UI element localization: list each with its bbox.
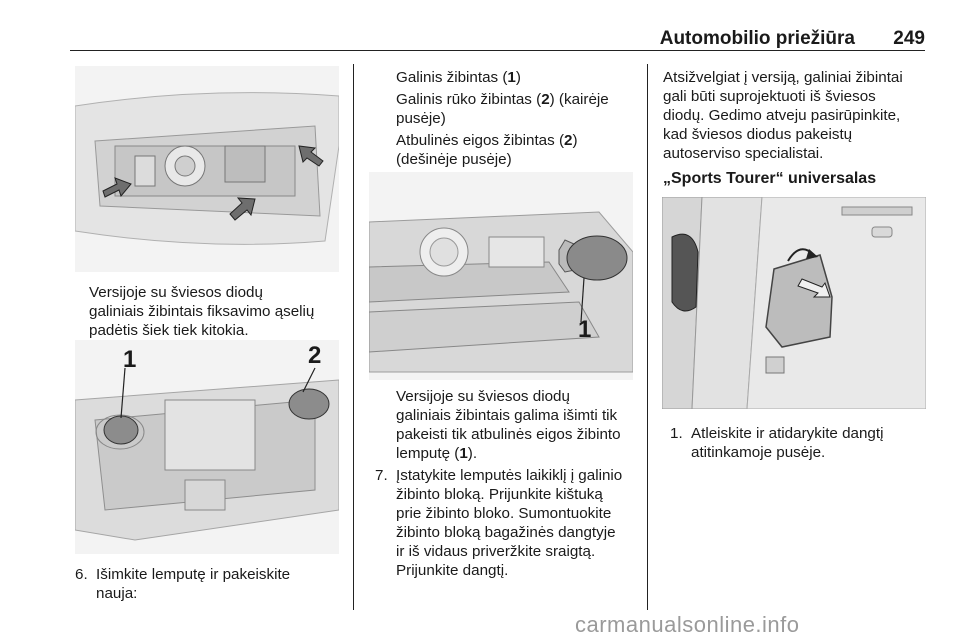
step-number: 7. <box>375 467 388 484</box>
reverse-bulb-illustration <box>369 172 633 380</box>
intro-line: diodų. Gedimo atveju pasirūpinkite, <box>663 107 901 124</box>
intro-line: gali būti suprojektuoti iš šviesos <box>663 88 876 105</box>
figure1-caption <box>89 283 351 340</box>
column-divider-1 <box>353 64 354 610</box>
intro-line: Atsižvelgiat į versiją, galiniai žibintai <box>663 69 903 86</box>
footer-watermark: carmanualsonline.info <box>575 612 800 637</box>
figure-bulb-holder <box>75 340 339 554</box>
item-ref: 2 <box>541 91 550 108</box>
step-line: ir iš vidaus priveržkite sraigtą. <box>396 543 596 560</box>
step-line: prie žibinto bloko. Sumontuokite <box>396 505 612 522</box>
header-title: Automobilio priežiūra <box>659 28 855 49</box>
note-ref: 1 <box>459 445 468 462</box>
caption-line: Versijoje su šviesos diodų <box>89 284 263 301</box>
step-line: žibinto bloką. Prijunkite kištuką <box>396 486 603 503</box>
item-text: Galinis žibintas ( <box>396 69 508 86</box>
caption-line: padėtis šiek tiek kitokia. <box>89 322 249 339</box>
item-tail-light <box>396 68 636 87</box>
bulb-holder-illustration <box>75 340 339 554</box>
intro-paragraph <box>663 68 933 163</box>
intro-line: kad šviesos diodus pakeistų <box>663 126 853 143</box>
item-text: ) <box>572 132 578 149</box>
step-line: nauja: <box>96 585 138 602</box>
item-text: (dešinėje pusėje) <box>396 151 512 168</box>
item-ref: 1 <box>507 69 516 86</box>
step-7 <box>375 466 641 586</box>
column-divider-2 <box>647 64 648 610</box>
item-text: pusėje) <box>396 110 446 127</box>
callout-1-label: 1 <box>578 316 592 343</box>
note-text: ). <box>467 445 478 462</box>
callout-1-label: 1 <box>123 346 137 373</box>
note-line: pakeisti tik atbulinės eigos žibinto <box>396 426 621 443</box>
step-line: Prijunkite dangtį. <box>396 562 509 579</box>
step-6 <box>75 565 345 605</box>
step-number: 1. <box>670 425 683 442</box>
step-number: 6. <box>75 566 88 583</box>
item-text: Galinis rūko žibintas ( <box>396 91 542 108</box>
figure-tail-light-housing <box>75 66 339 272</box>
step-line: Atleiskite ir atidarykite dangtį <box>691 425 884 442</box>
trunk-cover-illustration <box>662 197 926 409</box>
note-led-version <box>396 387 641 463</box>
step-line: Įstatykite lemputės laikiklį į galinio <box>396 467 623 484</box>
header-rule <box>70 50 925 51</box>
step-line: atitinkamoje pusėje. <box>691 444 826 461</box>
figure-reverse-bulb <box>369 172 633 380</box>
callout-2-label: 2 <box>308 342 322 369</box>
step-line: žibinto bloką bagažinės dangtyje <box>396 524 616 541</box>
tail-light-housing-illustration <box>75 66 339 272</box>
item-text: Atbulinės eigos žibintas ( <box>396 132 564 149</box>
note-text: lemputę ( <box>396 445 460 462</box>
section-subheading: „Sports Tourer“ universalas <box>663 170 877 187</box>
item-fog-light <box>396 90 636 128</box>
item-text: ) (kairėje <box>549 91 609 108</box>
page-header <box>70 26 925 50</box>
figure-trunk-cover <box>662 197 926 409</box>
intro-line: autoserviso specialistai. <box>663 145 824 162</box>
item-ref: 2 <box>564 132 573 149</box>
step-line: Išimkite lemputę ir pakeiskite <box>96 566 291 583</box>
page-number: 249 <box>893 28 925 49</box>
item-text: ) <box>515 69 521 86</box>
note-line: Versijoje su šviesos diodų <box>396 388 570 405</box>
note-line: galiniais žibintais galima išimti tik <box>396 407 618 424</box>
caption-line: galiniais žibintais fiksavimo ąselių <box>89 303 315 320</box>
item-reverse-light <box>396 131 636 169</box>
step-1 <box>670 424 935 464</box>
